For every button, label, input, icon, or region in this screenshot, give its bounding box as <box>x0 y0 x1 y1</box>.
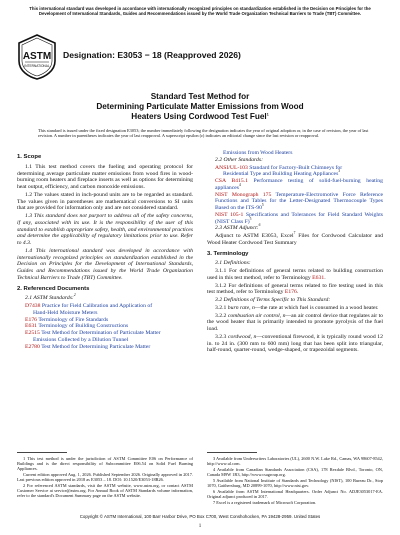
footnote: 7 Excel is a registered trademark of Microsoft Corporation. <box>213 499 317 505</box>
astm-logo <box>17 34 57 80</box>
footnotes-right <box>207 456 383 505</box>
svg-text:INTERNATIONAL: INTERNATIONAL <box>24 64 50 68</box>
term-combustion-air-control: combustion air control, n <box>227 312 286 319</box>
reference-title[interactable]: Performance testing of solid-fuel-burning heating appliances <box>215 178 383 191</box>
footnote: 3 Available from Underwriters Laboratories (UL), 2600 N.W. Lake Rd., Camas, WA 98607-8542, http://www.ul.com. <box>207 456 383 467</box>
copyright-footer: Copyright © ASTM International, 100 Barr Harbor Drive, PO Box C700, West Conshohocken, PA 19428-2959. United States <box>79 514 321 519</box>
reference-title[interactable]: Specifications and Tolerances for Field Standard Weights (NIST Class F) <box>215 211 383 225</box>
footnote: Current edition approved Aug. 1, 2026. Published September 2026. Originally approved in 2017. Last previous edition approved in 2018 as E3053 – 18. DOI: 10.1520/E3053-18R26. <box>17 472 193 483</box>
reference-footnote-mark: 3 <box>338 169 341 174</box>
para-3-2-1-def: —the rate at which fuel is consumed in a wood heater. <box>254 304 379 311</box>
astm-adjunct-mark: 6 <box>258 223 261 228</box>
reference-code[interactable]: NIST 105-1 <box>215 211 244 218</box>
right-column <box>207 150 383 355</box>
scope-heading: 1. Scope <box>17 154 42 160</box>
other-reference-item[interactable] <box>207 178 383 192</box>
para-3-2-3-num: 3.2.3 <box>215 333 227 340</box>
referenced-documents-heading: 2. Referenced Documents <box>17 285 90 292</box>
term-cordwood: cordwood, n <box>227 333 257 340</box>
para-1-3: 1.3 This standard does not purport to address all of the safety concerns, if any, associated with its use. It is the responsibility of the user of this standard to establish appropriate safety, health, and environmental practices and determine the applicability of regulatory limitations prior to use. Refer to 4.3. <box>17 213 193 246</box>
footnote: 4 Available from Canadian Standards Association (CSA), 178 Rexdale Blvd., Toronto, ON, Canada M9W 1R3, http://www.csagroup.org. <box>207 466 383 478</box>
para-3-2-2-num: 3.2.2 <box>215 312 227 319</box>
title-line-3-text: Heaters Using Cordwood Test Fuel <box>131 112 267 121</box>
terminology-link-e176[interactable]: E176 <box>284 289 297 296</box>
reference-title[interactable]: Practice for Field Calibration and Application of <box>41 303 153 309</box>
reference-title[interactable]: Terminology of Fire Standards <box>38 316 109 323</box>
designation: Designation: E3053 − 18 (Reapproved 2026) <box>63 50 241 60</box>
para-3-1-1-text: 3.1.1 For definitions of general terms related to building construction used in this test method, refer to Terminology <box>207 268 383 281</box>
reference-title-continued[interactable]: Emissions Collected by a Dilution Tunnel <box>33 336 129 343</box>
title-line-2: Determining Particulate Matter Emissions from Wood <box>96 102 304 111</box>
reference-title-continued-line <box>215 171 383 178</box>
reference-code[interactable]: D7438 <box>25 303 41 309</box>
footnote-rule-right <box>207 452 257 453</box>
reference-title[interactable]: Temperature-Electromotive Force Reference Functions and Tables for the Letter-Designated Thermocouple Types Based on the ITS-90 <box>215 191 383 211</box>
reference-title-continued[interactable]: Residential Type and Building Heating Appliances <box>223 171 339 178</box>
reference-item-continued[interactable] <box>207 150 383 157</box>
reference-code[interactable]: ANSI/UL-103 <box>215 164 248 171</box>
specific-definitions-label: 3.2 Definitions of Terms Specific to This Standard: <box>215 297 331 303</box>
other-reference-item[interactable] <box>207 212 383 226</box>
reference-footnote-mark: 5 <box>261 203 264 208</box>
other-reference-item[interactable] <box>207 165 383 179</box>
reference-title[interactable]: Test Method for Determination of Particulate Matter <box>41 330 161 336</box>
reference-title[interactable]: Test Method for Determining Particulate Matter <box>41 343 151 350</box>
reference-title[interactable]: Standard for Factory-Built Chimneys for <box>249 164 343 171</box>
reference-code[interactable]: NIST Monograph 175 <box>215 191 272 198</box>
reference-code[interactable]: E176 <box>25 316 38 323</box>
footnote: 2 For referenced ASTM standards, visit the ASTM website, www.astm.org, or contact ASTM Customer Service at service@astm.org. For Annual Book of ASTM Standards volume information, refer to the standard's Document Summary page on the ASTM website. <box>17 483 193 499</box>
footnote: 6 Available from ASTM International Headquarters. Order Adjunct No. ADJE3053017-EA. Original adjunct produced in 2017. <box>207 488 383 499</box>
title-line-3 <box>40 112 360 122</box>
adjunct-text-part-1: Adjunct to ASTM E3053, Excel <box>215 233 294 239</box>
para-3-2-3 <box>207 334 383 354</box>
para-3-1-1 <box>207 268 383 282</box>
astm-adjunct-label-text: 2.3 ASTM Adjunct: <box>215 225 259 232</box>
para-1-4: 1.4 This international standard was developed in accordance with internationally recognized principles on standardization established in the Decision on Principles for the Development of International Standards, Guides and Recommendations issued by the World Trade Organization Technical Barriers to Trade (TBT) Committee. <box>17 247 193 281</box>
reference-code[interactable]: E2515 <box>25 330 40 336</box>
adjunct-text-part-2: Files for Cordwood Calculator and Wood Heater Cordwood Test Summary <box>207 233 384 246</box>
reference-code[interactable]: E631 <box>25 323 38 330</box>
reference-title[interactable]: Terminology of Building Constructions <box>38 323 129 330</box>
reference-title-continued[interactable]: Hand-Held Moisture Meters <box>33 309 98 316</box>
astm-standards-mark: 2 <box>73 293 76 298</box>
standard-issue-note: This standard is issued under the fixed designation E3053; the number immediately following the designation indicates the year of original adoption or, in the case of revision, the year of last revision. A number in parentheses indicates the year of last reapproval. A superscript epsilon (ε) indicates an editorial change since the last revision or reapproval. <box>38 128 369 139</box>
reference-code[interactable]: E2780 <box>25 343 40 350</box>
reference-item[interactable] <box>17 303 193 317</box>
page-number: 1 <box>198 524 202 529</box>
para-1-1: 1.1 This test method covers the fueling and operating protocol for determining average particulate matter emissions from wood fires in wood-burning room heaters and fireplace inserts as well as options for determining heat output, efficiency, and carbon monoxide emissions. <box>17 163 193 190</box>
definitions-label: 3.1 Definitions: <box>215 260 251 267</box>
other-reference-item[interactable] <box>207 192 383 212</box>
title-line-1: Standard Test Method for <box>150 92 250 101</box>
reference-footnote-mark: 4 <box>239 182 241 187</box>
para-1-2: 1.2 The values stated in inch-pound units are to be regarded as standard. The values given in parentheses are mathematical conversions to SI units that are provided for information only and are not considered standard. <box>17 191 193 212</box>
astm-adjunct-text <box>207 233 383 247</box>
footnotes-left <box>17 456 193 499</box>
para-3-2-1-num: 3.2.1 <box>215 304 227 311</box>
footnote: 1 This test method is under the jurisdiction of ASTM Committee E06 on Performance of Buildings and is the direct responsibility of Subcommittee E06.54 on Solid Fuel Burning Appliances. <box>17 456 193 472</box>
para-3-1-1-end: . <box>324 274 326 281</box>
reference-item[interactable] <box>17 330 193 344</box>
reference-footnote-mark: 5 <box>249 216 252 221</box>
para-3-1-2-text: 3.1.2 For definitions of general terms related to fire testing used in this test method, refer to Terminology <box>207 282 383 296</box>
adjunct-excel-mark: 7 <box>293 231 296 236</box>
astm-standards-label <box>17 295 193 302</box>
terminology-link-e631[interactable]: E631 <box>312 274 325 281</box>
footnote: 5 Available from National Institute of Standards and Technology (NIST), 100 Bureau Dr., Stop 1070, Gaithersburg, MD 20899-1070, http://www.nist.gov. <box>207 477 383 489</box>
reference-item[interactable] <box>17 323 193 330</box>
para-3-2-3-def: —conventional firewood, it is typically round wood 12 in. to 24 in. (300 mm to 600 mm) long that has been split into triangular, half-round, quarter-round, wedge-shaped, or trapezoidal segments. <box>207 333 383 354</box>
title-footnote-mark: 1 <box>266 112 269 117</box>
para-3-2-2 <box>207 313 383 333</box>
svg-text:ASTM: ASTM <box>22 51 52 62</box>
other-standards-label: 2.2 Other Standards: <box>215 156 263 163</box>
footnote-rule-left <box>17 452 67 453</box>
reference-code[interactable]: CSA B415.1 <box>215 178 248 184</box>
reference-item[interactable] <box>17 344 193 351</box>
para-3-1-2 <box>207 283 383 297</box>
document-title <box>40 92 360 122</box>
terminology-heading: 3. Terminology <box>207 250 249 257</box>
term-burn-rate: burn rate, n <box>227 304 255 311</box>
international-standard-notice: This international standard was developed in accordance with internationally recognized principles on standardization established in the Decision on Principles for the Development of International Standards, Guides and Recommendations issued by the World Trade Organization Technical Barriers to Trade (TBT) Committee. <box>29 6 371 17</box>
para-3-1-2-end: . <box>296 289 299 296</box>
astm-standards-label-text: 2.1 ASTM Standards: <box>25 295 74 302</box>
left-column <box>17 150 193 350</box>
para-3-2-2-def: —an air control device that regulates air to the wood heater that is primarily intended to promote pyrolysis of the fuel load. <box>207 312 383 332</box>
reference-title-continued[interactable]: Emissions from Wood Heaters <box>223 150 293 156</box>
para-3-2-1 <box>207 305 383 312</box>
